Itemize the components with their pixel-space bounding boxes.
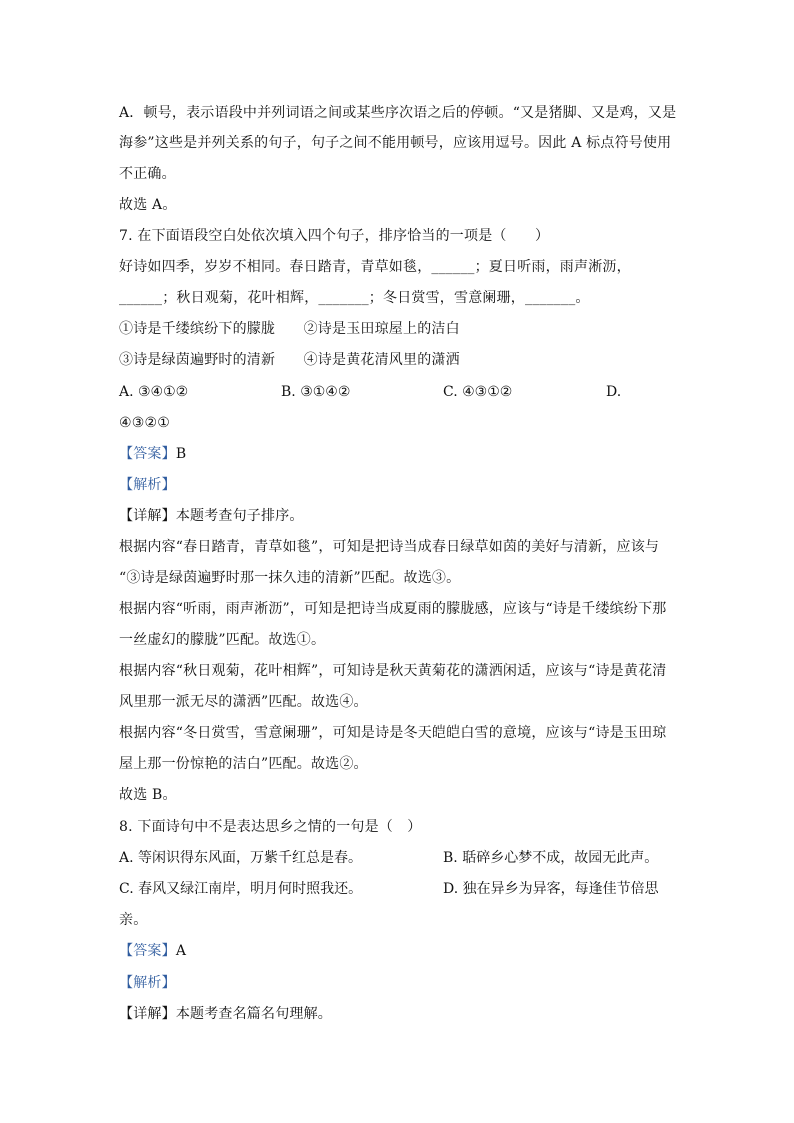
q7-option-b: B. ③①④②	[281, 384, 351, 400]
analysis-line	[119, 973, 176, 993]
q8-option-a: A. 等闲识得东风面，万紫千红总是春。	[119, 850, 363, 866]
q7-option-d-value: ④③②①	[119, 415, 171, 431]
analysis-line	[119, 475, 176, 495]
analysis-tag: 【解析】	[119, 477, 176, 493]
text-line: 根据内容“春日踏青，青草如毯”，可知是把诗当成春日绿草如茵的美好与清新，应该与	[119, 539, 660, 555]
q7-option-d: D.	[606, 384, 622, 400]
answer-value: A	[175, 943, 187, 959]
text-line: ______；秋日观菊，花叶相辉，_______；冬日赏雪，雪意阑珊，_______。	[119, 290, 590, 306]
text-line: A．顿号，表示语段中并列词语之间或某些序次语之后的停顿。“又是猪脚、又是鸡，又是	[119, 105, 677, 121]
text-line: 一丝虚幻的朦胧”匹配。故选①。	[119, 632, 326, 648]
sentence-choices: ①诗是千缕缤纷下的朦胧 ②诗是玉田琼屋上的洁白	[119, 321, 460, 337]
text-line: 海参”这些是并列关系的句子，句子之间不能用顿号，应该用逗号。因此 A 标点符号使用	[119, 135, 672, 151]
answer-tag: 【答案】	[119, 943, 176, 959]
detail-line	[119, 1004, 332, 1024]
q8-option-b: B. 聒碎乡心梦不成，故园无此声。	[443, 850, 659, 866]
sentence-choices: ③诗是绿茵遍野时的清新 ④诗是黄花清风里的潇洒	[119, 352, 460, 368]
q7-option-a: A. ③④①②	[119, 384, 189, 400]
q8-option-d: D. 独在异乡为异客，每逢佳节倍思	[443, 881, 659, 897]
text-line: 屋上那一份惊艳的洁白”匹配。故选②。	[119, 756, 368, 772]
answer-line	[119, 444, 186, 464]
detail-text: 本题考查句子排序。	[175, 508, 304, 524]
question-7-stem: 7. 在下面语段空白处依次填入四个句子，排序恰当的一项是（ ）	[119, 228, 550, 244]
answer-value: B	[175, 446, 187, 462]
text-line: 不正确。	[119, 166, 176, 182]
answer-tag: 【答案】	[119, 446, 176, 462]
text-line: “③诗是绿茵遍野时那一抹久违的清新”匹配。故选③。	[119, 570, 461, 586]
q7-option-c: C. ④③①②	[443, 384, 513, 400]
detail-text: 本题考查名篇名句理解。	[175, 1006, 333, 1022]
text-line: 故选 B。	[119, 787, 177, 803]
answer-line	[119, 941, 186, 961]
text-line: 根据内容“听雨，雨声淅沥”，可知是把诗当成夏雨的朦胧感，应该与“诗是千缕缤纷下那	[119, 601, 667, 617]
analysis-tag: 【解析】	[119, 975, 176, 991]
detail-tag: 【详解】	[119, 508, 176, 524]
text-line: 好诗如四季，岁岁不相同。春日踏青，青草如毯，______；夏日听雨，雨声淅沥，	[119, 259, 631, 275]
text-line: 根据内容“冬日赏雪，雪意阑珊”，可知是诗是冬天皑皑白雪的意境，应该与“诗是玉田琼	[119, 725, 667, 741]
q8-option-d-cont: 亲。	[119, 912, 148, 928]
detail-tag: 【详解】	[119, 1006, 176, 1022]
text-line: 风里那一派无尽的潇洒”匹配。故选④。	[119, 694, 368, 710]
q8-option-c: C. 春风又绿江南岸，明月何时照我还。	[119, 881, 363, 897]
text-line: 根据内容“秋日观菊，花叶相辉”，可知诗是秋天黄菊花的潇洒闲适，应该与“诗是黄花清	[119, 663, 667, 679]
question-8-stem: 8. 下面诗句中不是表达思乡之情的一句是（ ）	[119, 819, 422, 835]
detail-line	[119, 506, 304, 526]
text-line: 故选 A。	[119, 197, 177, 213]
